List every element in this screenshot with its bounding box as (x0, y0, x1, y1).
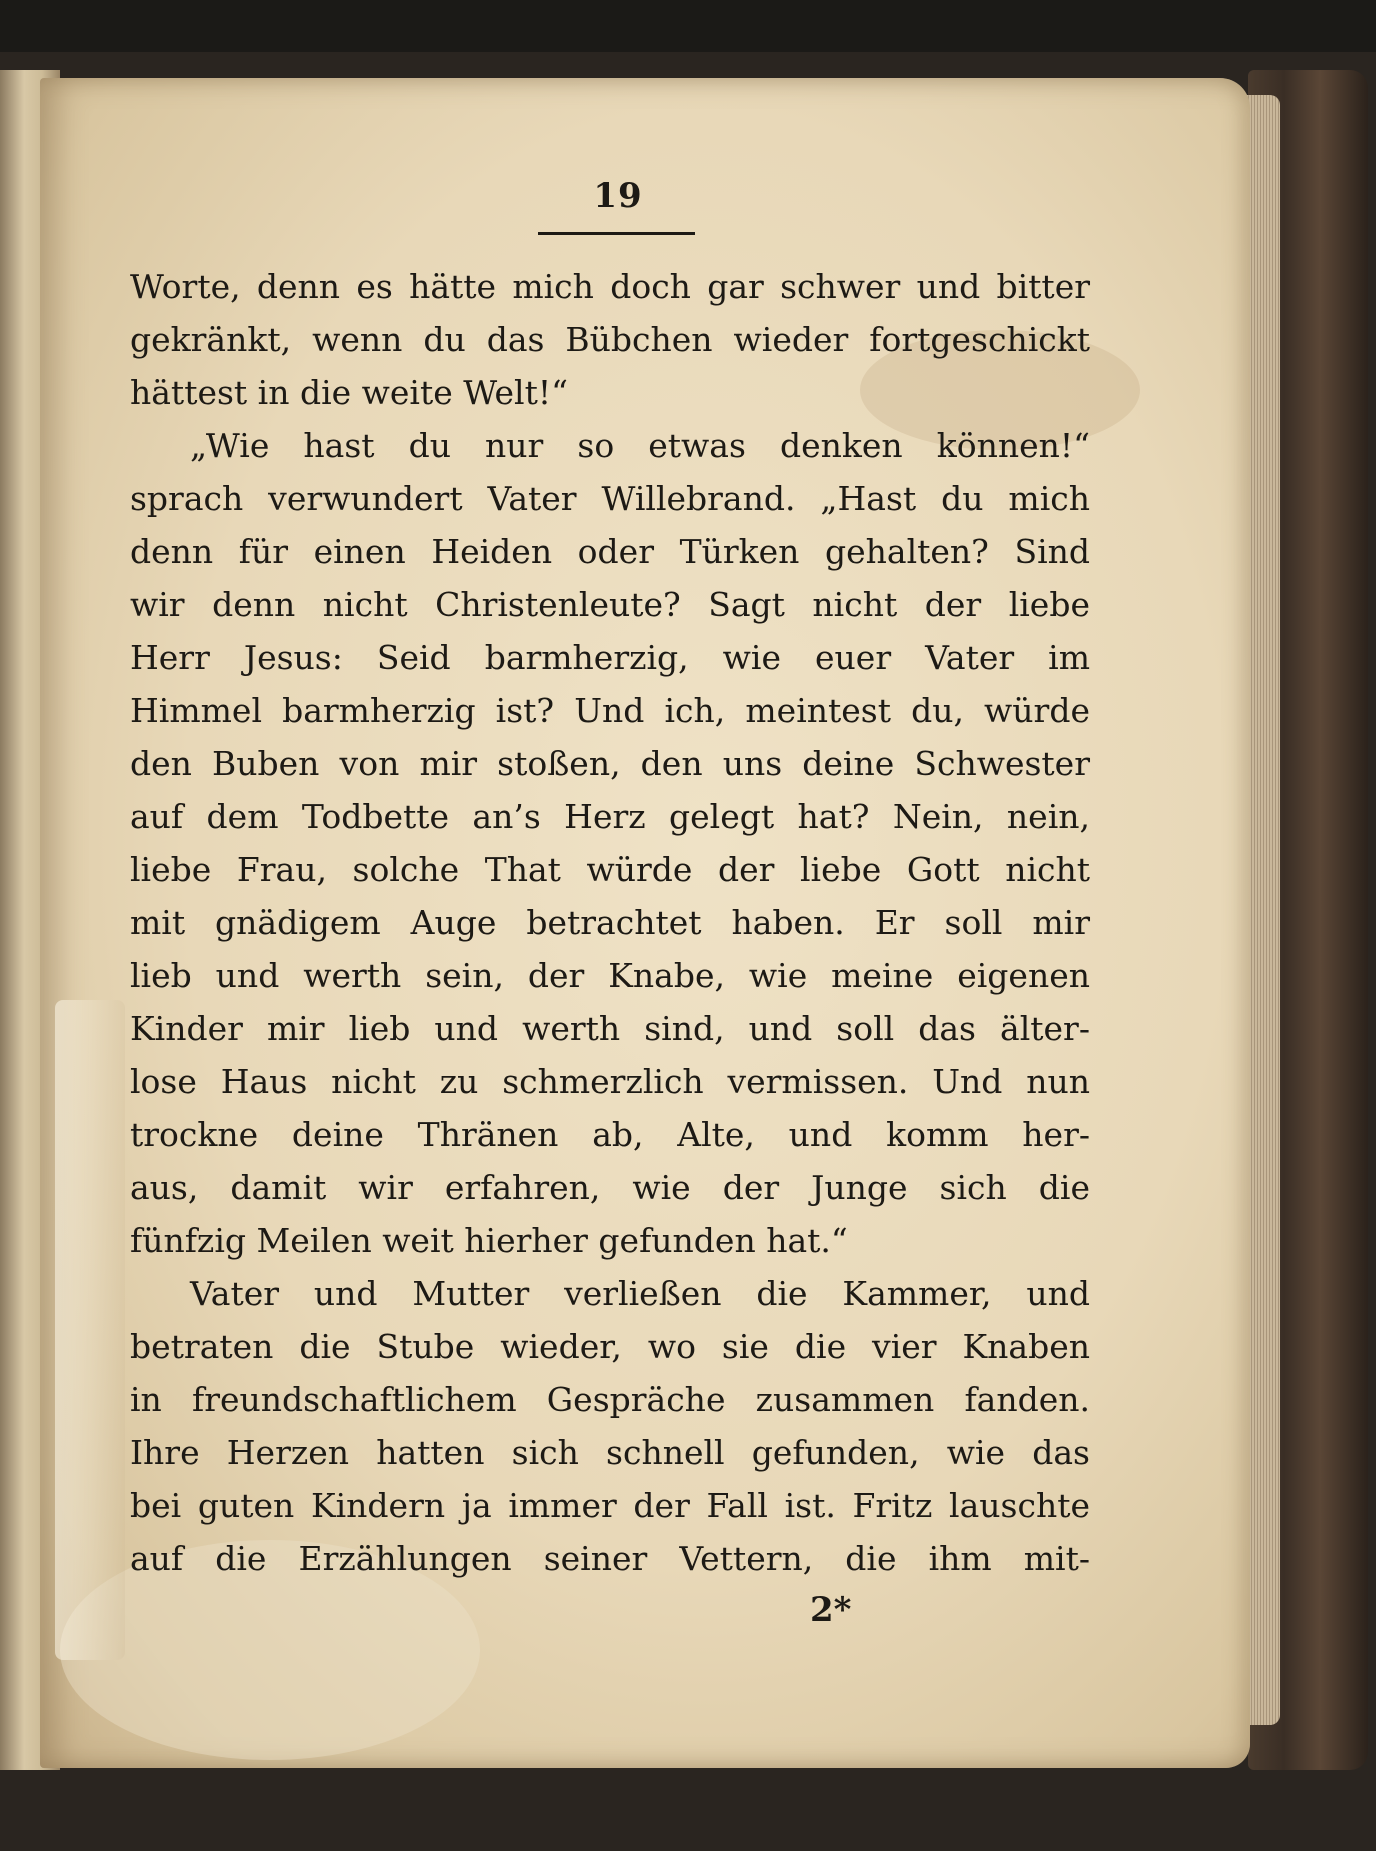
text-line: Himmel barmherzig ist? Und ich, meintest du, würde (130, 691, 1090, 730)
text-line: Ihre Herzen hatten sich schnell gefunden, wie das (130, 1433, 1090, 1472)
text-line: auf dem Todbette an’s Herz gelegt hat? Nein, nein, (130, 797, 1090, 836)
text-line: wir denn nicht Christenleute? Sagt nicht der liebe (130, 585, 1090, 624)
text-line: liebe Frau, solche That würde der liebe Gott nicht (130, 850, 1090, 889)
text-line: denn für einen Heiden oder Türken gehalten? Sind (130, 532, 1090, 571)
signature-mark: 2* (810, 1590, 852, 1630)
text-line: lieb und werth sein, der Knabe, wie meine eigenen (130, 956, 1090, 995)
text-line: trockne deine Thränen ab, Alte, und komm her- (130, 1115, 1090, 1154)
page-number: 19 (593, 176, 643, 216)
text-line: sprach verwundert Vater Willebrand. „Hast du mich (130, 479, 1090, 518)
text-line: in freundschaftlichem Gespräche zusammen fanden. (130, 1380, 1090, 1419)
text-line: Vater und Mutter verließen die Kammer, und (190, 1274, 1090, 1313)
text-line: aus, damit wir erfahren, wie der Junge sich die (130, 1168, 1090, 1207)
text-line: betraten die Stube wieder, wo sie die vier Knaben (130, 1327, 1090, 1366)
text-line: Worte, denn es hätte mich doch gar schwer und bitter (130, 267, 1090, 306)
paper-fold (55, 1000, 125, 1660)
text-line: den Buben von mir stoßen, den uns deine Schwester (130, 744, 1090, 783)
text-line: hättest in die weite Welt!“ (130, 373, 568, 412)
text-line: auf die Erzählungen seiner Vettern, die ihm mit- (130, 1539, 1090, 1578)
text-line: „Wie hast du nur so etwas denken können!“ (190, 426, 1090, 465)
text-line: Herr Jesus: Seid barmherzig, wie euer Vater im (130, 638, 1090, 677)
text-line: mit gnädigem Auge betrachtet haben. Er soll mir (130, 903, 1090, 942)
text-line: bei guten Kindern ja immer der Fall ist. Fritz lauschte (130, 1486, 1090, 1525)
header-rule (538, 232, 695, 235)
text-line: fünfzig Meilen weit hierher gefunden hat.“ (130, 1221, 848, 1260)
text-line: lose Haus nicht zu schmerzlich vermissen. Und nun (130, 1062, 1090, 1101)
text-line: Kinder mir lieb und werth sind, und soll das älter- (130, 1009, 1090, 1048)
text-line: gekränkt, wenn du das Bübchen wieder fortgeschickt (130, 320, 1090, 359)
